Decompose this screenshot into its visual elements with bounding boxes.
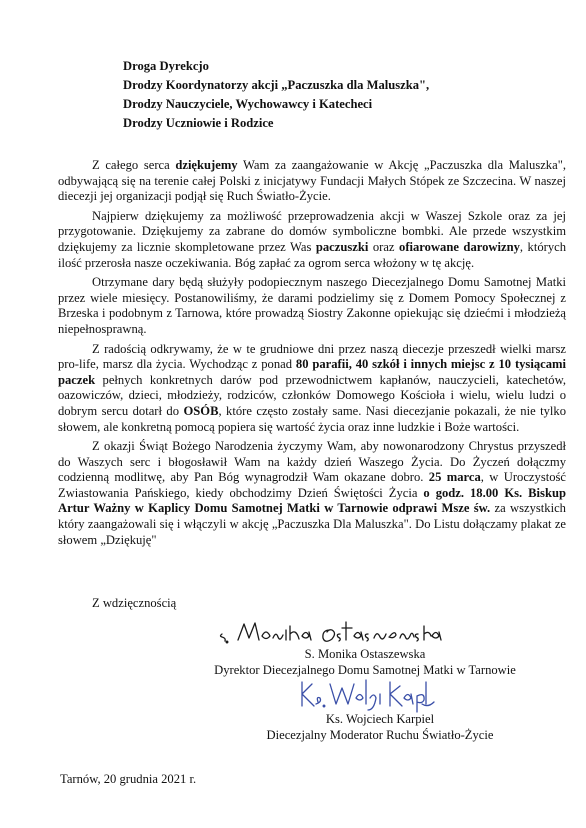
handwritten-signature-2 bbox=[296, 674, 436, 716]
closing-phrase: Z wdzięcznością bbox=[92, 596, 177, 610]
salutation-line: Drodzy Uczniowie i Rodzice bbox=[123, 116, 274, 130]
paragraph-4 bbox=[58, 342, 566, 436]
text-run: oraz bbox=[368, 239, 400, 254]
emphasis-packages: paczuszki bbox=[315, 239, 369, 254]
emphasis-stats: 80 parafii, 40 szkół i innych miejsc z 10 tysiącami paczek bbox=[58, 357, 567, 387]
signature-block-2 bbox=[210, 711, 550, 743]
handwritten-signature-1 bbox=[218, 612, 443, 650]
signatory-name: Ks. Wojciech Karpiel bbox=[325, 712, 435, 726]
text-run: Najpierw dziękujemy za możliwość przeprowadzenia akcji w Waszej Szkole oraz za jej przygotowanie. Dziękujemy za zabrane do domów symboliczne bombki. Ale przede wszystkim dziękujemy za licznie skompletowane przez Was bbox=[58, 208, 566, 254]
emphasis-thanks: dziękujemy bbox=[175, 158, 238, 172]
text-run: Z radością odkrywamy, że w te grudniowe dni przez naszą diecezje przeszedł wielki marsz pro-life, marsz dla życia. Wychodząc z ponad bbox=[58, 341, 566, 372]
text-run: pełnych konkretnych darów pod przewodnictwem kapłanów, nauczycieli, katechetów, oazowiczów, dzieci, młodzieży, rodziców, członków Domowego Kościoła i wielu, wielu ludzi o dobrym sercu dotarł do bbox=[58, 372, 566, 418]
signatory-role: Dyrektor Diecezjalnego Domu Samotnej Matki w Tarnowie bbox=[214, 663, 516, 677]
letter-body bbox=[58, 158, 566, 552]
salutation-block bbox=[123, 57, 563, 133]
salutation-line: Droga Dyrekcjo bbox=[123, 59, 209, 73]
text-run: , w Uroczystość Zwiastowania Pańskiego, kiedy obchodzimy Dzień Świętości Życia bbox=[58, 470, 567, 500]
paragraph-2 bbox=[58, 209, 566, 271]
paragraph-5 bbox=[58, 439, 566, 548]
salutation-line: Drodzy Koordynatorzy akcji „Paczuszka dla Maluszka", bbox=[123, 78, 430, 92]
text-run: Z całego serca bbox=[92, 158, 176, 172]
emphasis-date: 25 marca bbox=[428, 470, 481, 485]
emphasis-osob: OSÓB bbox=[183, 403, 219, 418]
emphasis-mass: o godz. 18.00 Ks. Biskup Artur Ważny w Kaplicy Domu Samotnej Matki w Tarnowie odprawi Msze św. bbox=[58, 485, 566, 516]
salutation-line: Drodzy Nauczyciele, Wychowawcy i Katecheci bbox=[123, 97, 373, 111]
signatory-name: S. Monika Ostaszewska bbox=[304, 647, 426, 661]
text-run: Z okazji Świąt Bożego Narodzenia życzymy Wam, aby nowonarodzony Chrystus przyszedł do Waszych serc i błogosławił Wam na każdy dzień Waszego Życia. Do Życzeń dołączmy codzienną modlitwę, aby Pan Bóg wynagrodził Wam okazane dobro. bbox=[58, 439, 566, 485]
paragraph-3: Otrzymane dary będą służyły podopiecznym naszego Diecezjalnego Domu Samotnej Matki przez wiele miesięcy. Postanowiliśmy, że darami podzielimy się z Domem Pomocy Społecznej z Brzeska i podobnym z Tarnowa, które prowadzą Siostry Zakonne opiekując się dziećmi i młodzieżą niepełnosprawną. bbox=[58, 275, 566, 336]
text-run: Wam za zaangażowanie w Akcję „Paczuszka dla Maluszka", odbywającą się na terenie całej Polski z inicjatywy Fundacji Małych Stópek ze Szczecina. W naszej diecezji jej organizacji podjął się Ruch Światło-Życie. bbox=[58, 158, 566, 204]
paragraph-1 bbox=[58, 158, 566, 205]
text-run: , które często zostały same. Nasi diecezjanie pokazali, że nie tylko słowem, ale konkretną pomocą popiera się wartość życia oraz inne ludzkie i Boże wartości. bbox=[58, 403, 566, 434]
text-run: za wszystkich który zaangażowali się i włączyli w akcję „Paczuszka Dla Maluszka". Do Listu dołączamy plakat ze słowem „Dziękuję" bbox=[58, 501, 566, 547]
signatory-role: Diecezjalny Moderator Ruchu Światło-Życie bbox=[266, 728, 494, 742]
place-and-date: Tarnów, 20 grudnia 2021 r. bbox=[60, 772, 197, 786]
text-run: , których ilość przerosła nasze oczekiwania. Bóg zapłać za ogrom serca włożony w tę akcję. bbox=[58, 239, 566, 270]
emphasis-gifts: ofiarowane darowizny bbox=[399, 239, 520, 254]
